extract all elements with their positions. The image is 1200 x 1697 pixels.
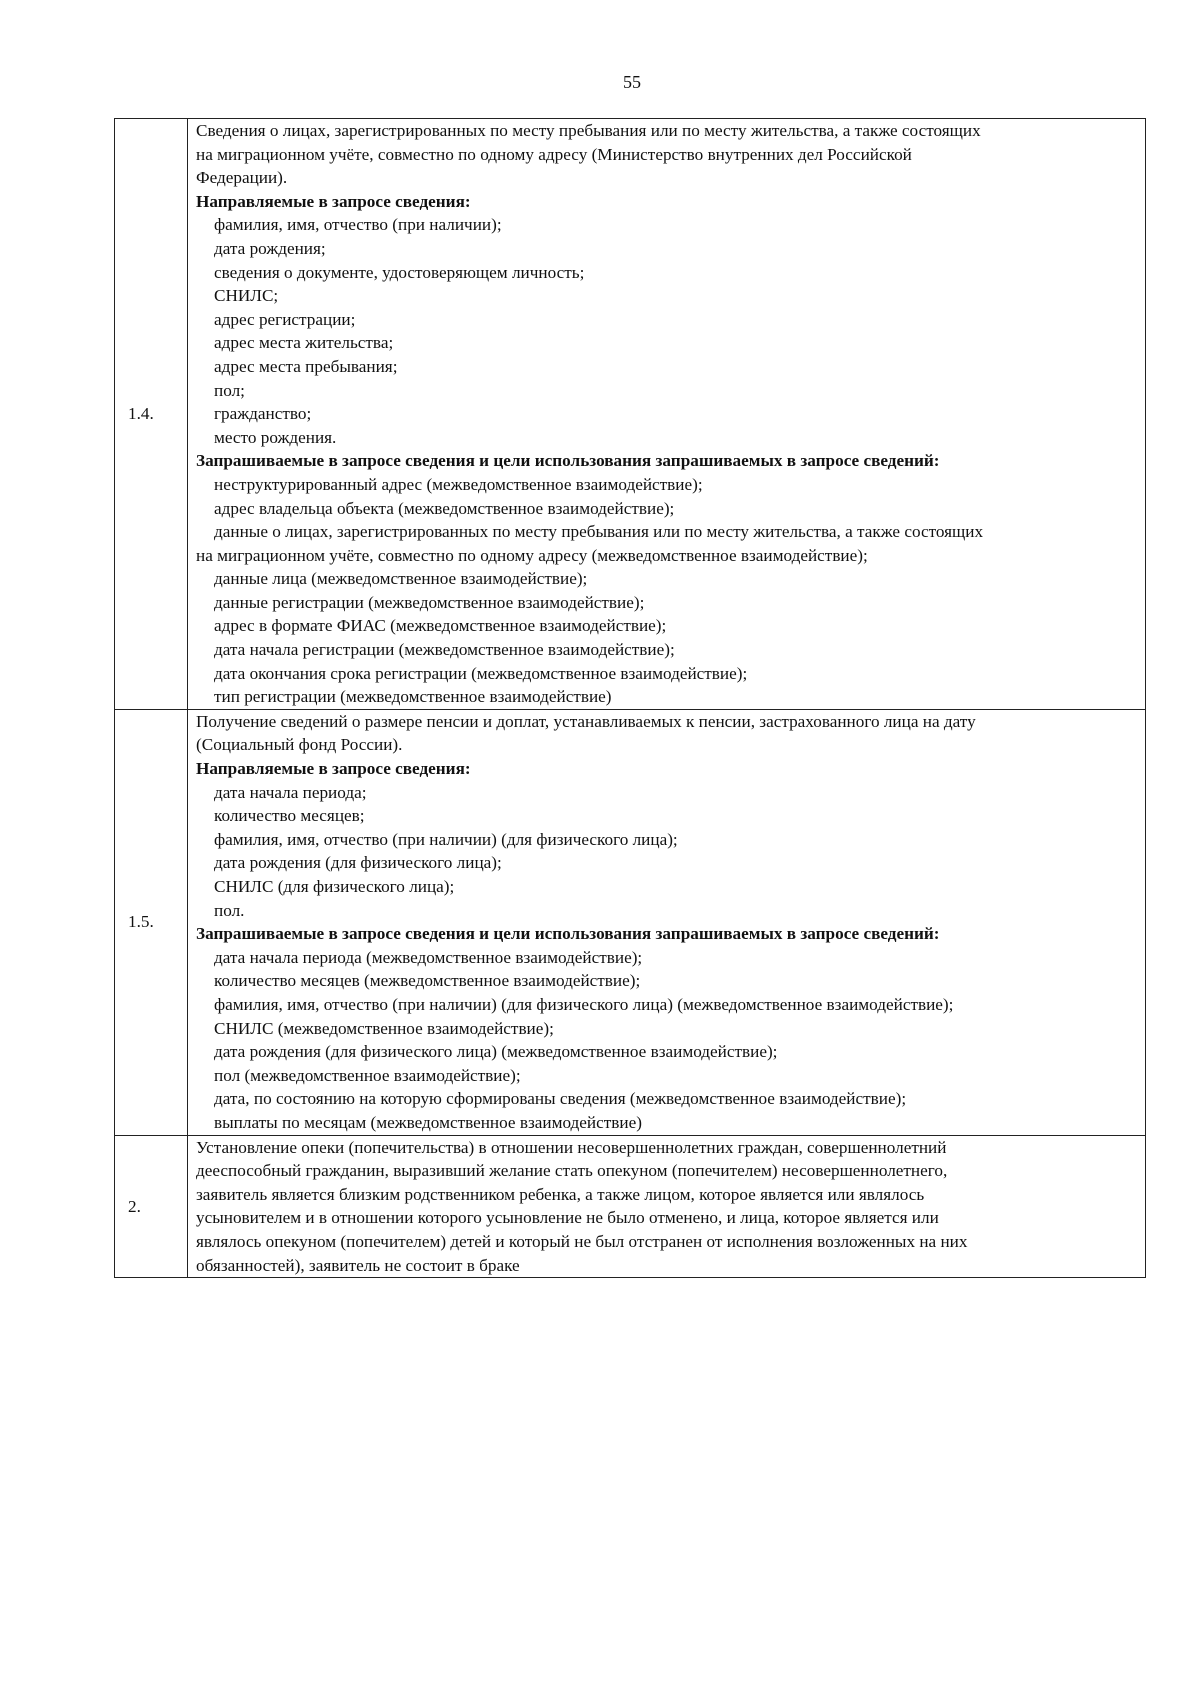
content-line: дееспособный гражданин, выразивший желание стать опекуном (попечителем) несовершеннолетнего, <box>196 1161 948 1181</box>
content-line: усыновителем и в отношении которого усыновление не было отменено, и лица, которое является или <box>196 1208 939 1228</box>
row-number: 1.5. <box>115 709 188 1135</box>
table-row <box>115 709 1146 1135</box>
section-heading: Запрашиваемые в запросе сведения и цели использования запрашиваемых в запросе сведений: <box>196 451 940 471</box>
content-line: дата рождения; <box>214 238 326 258</box>
content-line: сведения о документе, удостоверяющем личность; <box>214 262 585 282</box>
content-line: данные о лицах, зарегистрированных по месту пребывания или по месту жительства, а также состоящих <box>214 522 984 542</box>
content-line: пол; <box>214 380 245 400</box>
content-line: дата начала периода (межведомственное взаимодействие); <box>214 947 643 967</box>
content-line: фамилия, имя, отчество (при наличии); <box>214 215 502 235</box>
content-line: Сведения о лицах, зарегистрированных по месту пребывания или по месту жительства, а также состоящих <box>196 121 981 140</box>
content-line: место рождения. <box>214 427 337 447</box>
content-line: пол (межведомственное взаимодействие); <box>214 1065 521 1085</box>
content-line: дата, по состоянию на которую сформированы сведения (межведомственное взаимодействие); <box>214 1089 907 1109</box>
content-line: дата начала регистрации (межведомственное взаимодействие); <box>214 640 675 660</box>
content-line: СНИЛС; <box>214 286 279 306</box>
row-number: 1.4. <box>115 119 188 710</box>
table-body <box>115 119 1146 1278</box>
table-row <box>115 1135 1146 1278</box>
content-line: дата начала периода; <box>214 782 367 802</box>
section-heading: Запрашиваемые в запросе сведения и цели использования запрашиваемых в запросе сведений: <box>196 924 940 944</box>
content-line: дата рождения (для физического лица); <box>214 853 502 873</box>
content-line: адрес места жительства; <box>214 333 394 353</box>
content-line: количество месяцев (межведомственное взаимодействие); <box>214 971 641 991</box>
content-line: на миграционном учёте, совместно по одному адресу (Министерство внутренних дел Российской <box>196 144 912 164</box>
content-line: данные лица (межведомственное взаимодействие); <box>214 569 588 589</box>
content-line: тип регистрации (межведомственное взаимодействие) <box>214 687 612 707</box>
content-line: заявитель является близким родственником ребенка, а также лицом, которое является или являлось <box>196 1184 925 1204</box>
row-content <box>188 709 1146 1135</box>
content-line: дата рождения (для физического лица) (межведомственное взаимодействие); <box>214 1042 778 1062</box>
content-line: Получение сведений о размере пенсии и доплат, устанавливаемых к пенсии, застрахованного лица на дату <box>196 711 976 731</box>
content-line: СНИЛС (межведомственное взаимодействие); <box>214 1018 554 1038</box>
content-line: Установление опеки (попечительства) в отношении несовершеннолетних граждан, совершеннолетний <box>196 1137 947 1157</box>
services-table <box>114 118 1146 1278</box>
content-line: обязанностей), заявитель не состоит в браке <box>196 1255 520 1275</box>
content-line: адрес в формате ФИАС (межведомственное взаимодействие); <box>214 616 667 636</box>
row-content <box>188 119 1146 710</box>
page-number: 55 <box>623 72 641 92</box>
row-content <box>188 1135 1146 1278</box>
content-line: адрес владельца объекта (межведомственное взаимодействие); <box>214 498 675 518</box>
content-line: дата окончания срока регистрации (межведомственное взаимодействие); <box>214 663 748 683</box>
content-line: являлось опекуном (попечителем) детей и который не был отстранен от исполнения возложенных на них <box>196 1231 968 1251</box>
content-line: фамилия, имя, отчество (при наличии) (для физического лица); <box>214 829 678 849</box>
content-line: данные регистрации (межведомственное взаимодействие); <box>214 592 645 612</box>
content-line: Федерации). <box>196 168 288 188</box>
content-line: фамилия, имя, отчество (при наличии) (для физического лица) (межведомственное взаимодействие); <box>214 994 954 1014</box>
content-line: адрес регистрации; <box>214 309 356 329</box>
row-number: 2. <box>115 1135 188 1278</box>
content-line: пол. <box>214 900 245 920</box>
content-line: на миграционном учёте, совместно по одному адресу (межведомственное взаимодействие); <box>196 545 868 565</box>
content-line: гражданство; <box>214 404 312 424</box>
section-heading: Направляемые в запросе сведения: <box>196 191 471 211</box>
section-heading: Направляемые в запросе сведения: <box>196 759 471 779</box>
content-line: неструктурированный адрес (межведомственное взаимодействие); <box>214 474 703 494</box>
content-line: СНИЛС (для физического лица); <box>214 877 455 896</box>
content-line: адрес места пребывания; <box>214 356 398 376</box>
content-line: количество месяцев; <box>214 806 365 826</box>
content-line: выплаты по месяцам (межведомственное взаимодействие) <box>214 1112 642 1132</box>
table-row <box>115 119 1146 710</box>
content-line: (Социальный фонд России). <box>196 735 403 755</box>
